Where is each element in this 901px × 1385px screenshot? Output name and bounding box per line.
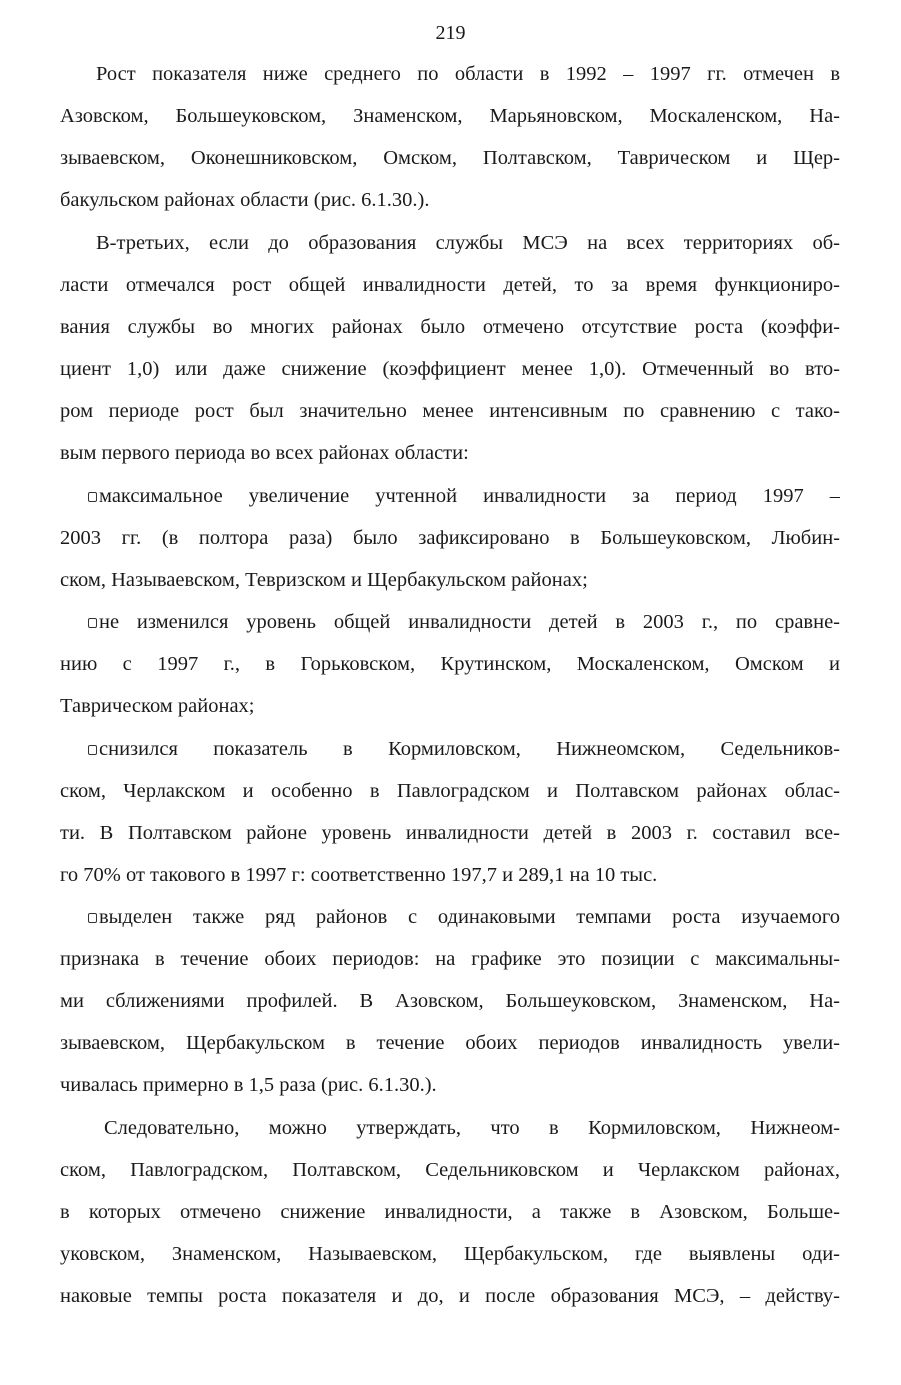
text-line: ром периоде рост был значительно менее интенсивным по сравнению с тако-: [60, 400, 840, 422]
text-line: зываевском, Оконешниковском, Омском, Полтавском, Таврическом и Щер-: [60, 147, 840, 169]
list-item-text: максимальное увеличение учтенной инвалидности за период 1997 –: [99, 485, 840, 507]
list-item-text: выделен также ряд районов с одинаковыми темпами роста изучаемого: [99, 906, 840, 928]
page-number: 219: [435, 22, 466, 44]
text-line: ласти отмечался рост общей инвалидности детей, то за время функциониро-: [60, 274, 840, 296]
text-line: ском, Черлакском и особенно в Павлоградском и Полтавском районах облас-: [60, 780, 840, 802]
text-line: ми сближениями профилей. В Азовском, Большеуковском, Знаменском, На-: [60, 990, 840, 1012]
text-line: ском, Павлоградском, Полтавском, Седельниковском и Черлакском районах,: [60, 1159, 840, 1181]
text-line: чивалась примерно в 1,5 раза (рис. 6.1.30.).: [60, 1074, 437, 1096]
list-item: [88, 482, 840, 510]
text-line: ти. В Полтавском районе уровень инвалидности детей в 2003 г. составил все-: [60, 822, 840, 844]
text-line: 2003 гг. (в полтора раза) было зафиксировано в Большеуковском, Любин-: [60, 527, 840, 549]
checkbox-bullet-icon: [88, 618, 97, 628]
text-line: в которых отмечено снижение инвалидности, а также в Азовском, Больше-: [60, 1201, 840, 1223]
text-line: наковые темпы роста показателя и до, и после образования МСЭ, – действу-: [60, 1285, 840, 1307]
text-line: Таврическом районах;: [60, 695, 255, 717]
text-line: го 70% от такового в 1997 г: соответственно 197,7 и 289,1 на 10 тыс.: [60, 864, 658, 886]
text-line: вания службы во многих районах было отмечено отсутствие роста (коэффи-: [60, 316, 840, 338]
list-item: [88, 608, 840, 636]
checkbox-bullet-icon: [88, 745, 97, 755]
list-item-text: не изменился уровень общей инвалидности детей в 2003 г., по сравне-: [99, 611, 840, 633]
list-item: [88, 735, 840, 763]
text-line: зываевском, Щербакульском в течение обоих периодов инвалидность увели-: [60, 1032, 840, 1054]
text-line: признака в течение обоих периодов: на графике это позиции с максимальны-: [60, 948, 840, 970]
text-line: вым первого периода во всех районах области:: [60, 442, 469, 464]
checkbox-bullet-icon: [88, 913, 97, 923]
text-line: уковском, Знаменском, Называевском, Щербакульском, где выявлены оди-: [60, 1243, 840, 1265]
checkbox-bullet-icon: [88, 492, 97, 502]
list-item-text: снизился показатель в Кормиловском, Нижнеомском, Седельников-: [99, 738, 840, 760]
text-line: бакульском районах области (рис. 6.1.30.).: [60, 189, 430, 211]
text-line: циент 1,0) или даже снижение (коэффициент менее 1,0). Отмеченный во вто-: [60, 358, 840, 380]
text-line: В-третьих, если до образования службы МСЭ на всех территориях об-: [96, 232, 840, 254]
text-line: нию с 1997 г., в Горьковском, Крутинском, Москаленском, Омском и: [60, 653, 840, 675]
list-item: [88, 903, 840, 931]
text-line: Рост показателя ниже среднего по области в 1992 – 1997 гг. отмечен в: [96, 63, 840, 85]
text-line: Азовском, Большеуковском, Знаменском, Марьяновском, Москаленском, На-: [60, 105, 840, 127]
text-line: Следовательно, можно утверждать, что в Кормиловском, Нижнеом-: [104, 1117, 840, 1139]
text-line: ском, Называевском, Тевризском и Щербакульском районах;: [60, 569, 588, 591]
